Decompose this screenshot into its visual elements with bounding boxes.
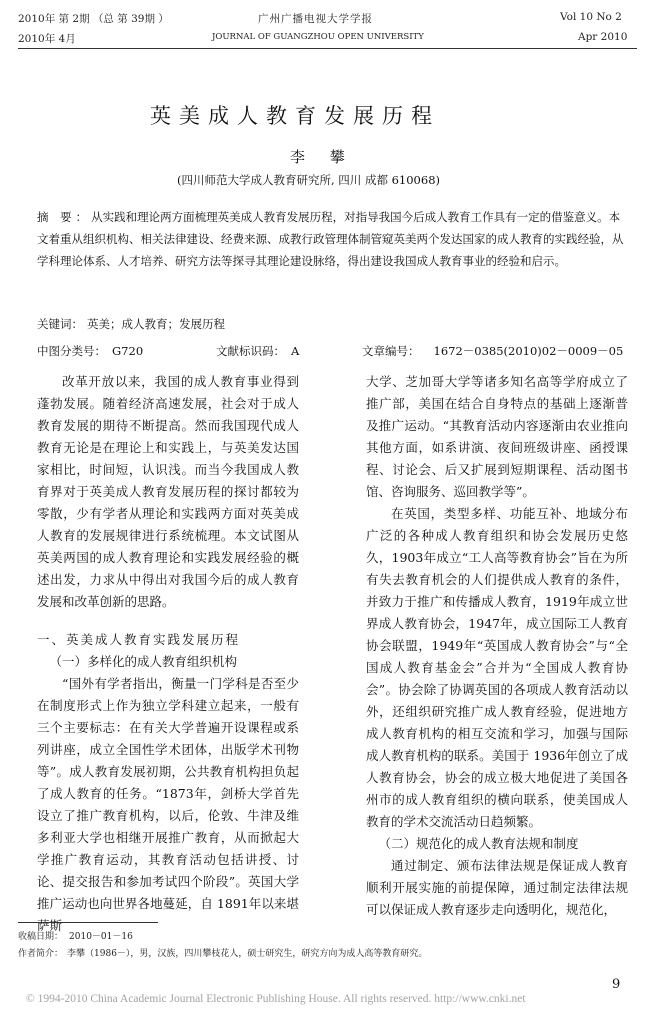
footnote-rule (18, 922, 158, 923)
received-label: 收稿日期： (18, 932, 64, 942)
body-left-column (37, 371, 299, 937)
article-no-label: 文章编号： (362, 344, 420, 358)
document-code (216, 343, 299, 359)
doc-code-label: 文献标识码： (216, 344, 285, 358)
header-issue: 2010年 第 2期 （总 第 39期 ） (18, 13, 169, 25)
header-date: 2010年 4月 (18, 33, 76, 45)
author-bio-text: 李攀（1986－），男，汉族，四川攀枝花人，硕士研究生，研究方向为成人高等教育研究。 (67, 949, 428, 959)
intro-paragraph: 改革开放以来，我国的成人教育事业得到蓬勃发展。随着经济高速发展，社会对于成人教育发展的期待不断提高。然而我国现代成人教育无论是在理论上和实践上，与英美发达国家相比，时间短，认识浅。而当今我国成人教育界对于英美成人教育发展历程的探讨都较为零散，少有学者从理论和实践两方面对英美成人教育的发展规律进行系统梳理。本文试图从英美两国的成人教育理论和实践发展经验的概述出发，力求从中得出对我国今后的成人教育发展和改革创新的思路。 (37, 374, 299, 609)
clc-code (37, 343, 143, 359)
keywords (37, 316, 225, 332)
header-month-en: Apr 2010 (578, 31, 628, 43)
page-number: 9 (612, 977, 621, 992)
body-right-column (366, 371, 628, 921)
subsection-heading-2: （二）规范化的成人教育法规和制度 (378, 836, 579, 851)
clc-label: 中图分类号： (37, 344, 106, 358)
article-number (362, 343, 623, 359)
body-paragraph-2: 在英国，类型多样、功能互补、地域分布广泛的各种成人教育组织和协会发展历史悠久，1903年成立“工人高等教育协会”旨在为所有失去教育机会的人们提供成人教育的条件，并致力于推广和传播成人教育，1919年成立世界成人教育协会，1947年，成立国际工人教育协会联盟，1949年“英国成人教育协会”与“全国成人教育基金会”合并为“全国成人教育协会”。协会除了协调英国的各项成人教育活动以外，还组织研究推广成人教育经验，促进地方成人教育机构的相互交流和学习，加强与国际成人教育机构的联系。美国于 1936年创立了成人教育协会，协会的成立极大地促进了美国各州市的成人教育组织的横向联系，使美国成人教育的学术交流活动日趋频繁。 (366, 506, 628, 829)
keywords-text: 英美；成人教育；发展历程 (87, 317, 225, 331)
article-affiliation: (四川师范大学成人教育研究所, 四川 成都 610068) (177, 173, 440, 187)
footnote-received (18, 929, 133, 942)
doc-code-value: A (291, 344, 300, 358)
section-heading-1: 一、英美成人教育实践发展历程 (37, 632, 241, 647)
abstract (37, 206, 628, 272)
copyright-footer: © 1994-2010 China Academic Journal Electronic Publishing House. All rights reserved. http://www.cnki.net (26, 993, 526, 1005)
header-rule (18, 48, 637, 49)
header-journal-en: JOURNAL OF GUANGZHOU OPEN UNIVERSITY (212, 32, 424, 42)
footnote-author-bio (18, 946, 427, 959)
header-journal-cn: 广州广播电视大学学报 (258, 13, 373, 25)
author-bio-label: 作者简介： (18, 949, 64, 959)
article-no-value: 1672－0385(2010)02－0009－05 (433, 344, 624, 358)
article-title: 英美成人教育发展历程 (150, 104, 440, 128)
received-date: 2010－01－16 (69, 932, 133, 942)
article-author: 李 攀 (290, 148, 355, 166)
abstract-text: 从实践和理论两方面梳理英美成人教育发展历程，对指导我国今后成人教育工作具有一定的借鉴意义。本文着重从组织机构、相关法律建设、经费来源、成教行政管理体制管窥英美两个发达国家的成人教育的实践经验，从学科理论体系、人才培养、研究方法等探寻其理论建设脉络，得出建设我国成人教育事业的经验和启示。 (37, 210, 624, 268)
abstract-label: 摘 要： (37, 210, 92, 224)
body-paragraph-3: 通过制定、颁布法律法规是保证成人教育顺利开展实施的前提保障，通过制定法律法规可以保证成人教育逐步走向透明化，规范化， (366, 858, 628, 917)
keywords-label: 关键词： (37, 317, 83, 331)
clc-value: G720 (112, 344, 144, 358)
body-paragraph-1: “国外有学者指出，衡量一门学科是否至少在制度形式上作为独立学科建立起来，一般有三个主要标志：在有关大学普遍开设课程或系列讲座，成立全国性学术团体，出版学术刊物等”。成人教育发展初期，公共教育机构担负起了成人教育的任务。“1873年，剑桥大学首先设立了推广教育机构，以后，伦敦、牛津及维多利亚大学也相继开展推广教育，从而掀起大学推广教育运动，其教育活动包括讲授、讨论、提交报告和参加考试四个阶段”。英国大学推广运动也向世界各地蔓延，自 1891年以来堪萨斯 (37, 676, 299, 933)
subsection-heading-1: （一）多样化的成人教育组织机构 (49, 654, 238, 669)
body-paragraph-1-continued: 大学、芝加哥大学等诸多知名高等学府成立了推广部，美国在结合自身特点的基础上逐渐普及推广运动。“其教育活动内容逐渐由农业推向其他方面，如系讲演、夜间班级讲座、函授课程、讨论会、后又扩展到短期课程、活动图书馆、咨询服务、巡回教学等”。 (366, 374, 628, 499)
header-volume: Vol 10 No 2 (560, 11, 622, 23)
